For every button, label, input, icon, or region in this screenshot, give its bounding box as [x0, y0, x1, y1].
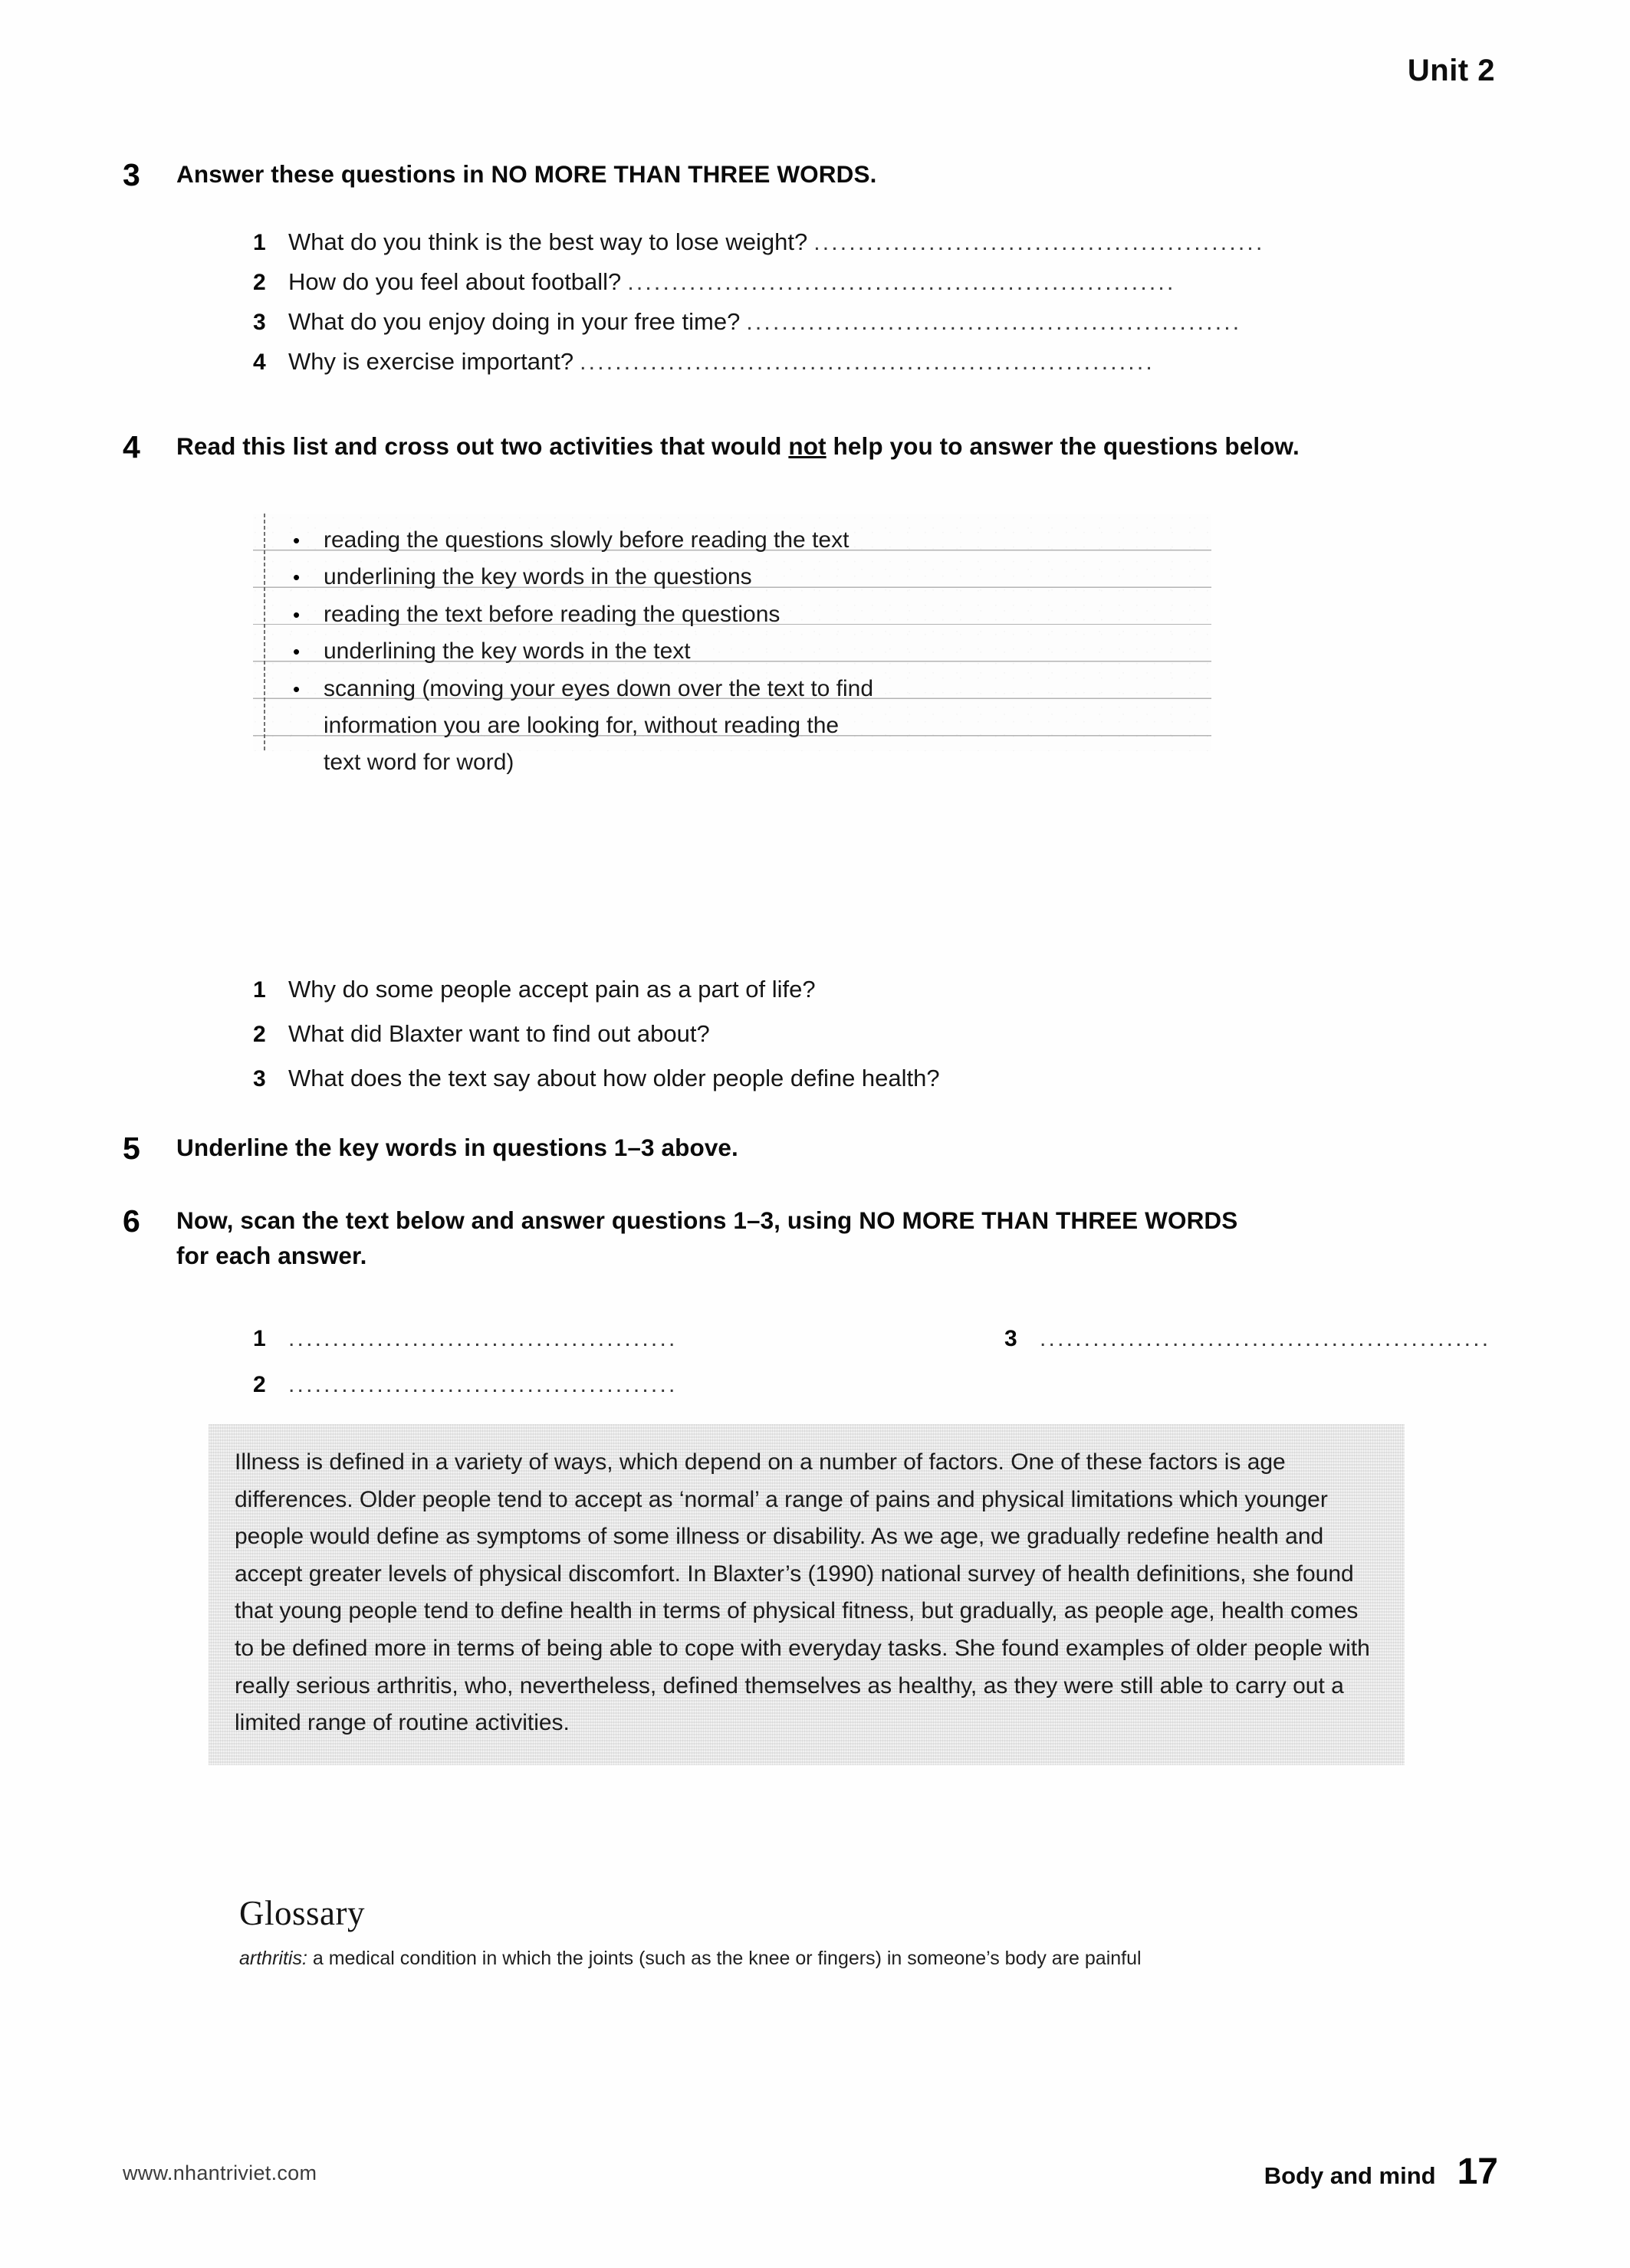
- answer-blank[interactable]: ............................................: [288, 1326, 678, 1351]
- exercise-3-heading: Answer these questions in NO MORE THAN THREE WORDS.: [176, 160, 877, 188]
- list-item-label: reading the text before reading the questions: [324, 601, 780, 627]
- question-row: [253, 977, 1418, 1002]
- exercise-3: [123, 157, 1503, 193]
- exercise-4-heading: [176, 429, 1300, 464]
- question-row: [253, 1022, 1418, 1046]
- exercise-4-heading-emphasis: not: [788, 432, 827, 460]
- list-item[interactable]: [253, 638, 1211, 675]
- question-row: [253, 270, 1418, 294]
- list-item-continuation: [253, 713, 1211, 750]
- exercise-3-number: 3: [123, 157, 140, 192]
- exercise-4: [123, 429, 1526, 465]
- answer-number: 3: [1004, 1326, 1017, 1351]
- list-item[interactable]: [253, 676, 1211, 713]
- lined-activity-items: [253, 514, 1211, 776]
- footer-website[interactable]: www.nhantriviet.com: [123, 2161, 317, 2184]
- question-row: [253, 1066, 1418, 1091]
- question-number: 4: [253, 350, 266, 375]
- footer-right-group: [1264, 2151, 1498, 2193]
- question-text: What did Blaxter want to find out about?: [288, 1020, 710, 1047]
- bullet-icon: •: [293, 602, 301, 626]
- list-item-label: underlining the key words in the questions: [324, 564, 752, 590]
- reading-passage: [209, 1424, 1405, 1765]
- answer-number: 2: [253, 1372, 266, 1397]
- list-item[interactable]: [253, 527, 1211, 564]
- answer-blank[interactable]: ............................................: [288, 1372, 678, 1397]
- list-item-label: text word for word): [324, 750, 514, 776]
- answer-row: [253, 1372, 1449, 1398]
- exercise-6-heading: [176, 1203, 1237, 1273]
- question-row: [253, 230, 1418, 254]
- list-item-continuation: [253, 750, 1211, 786]
- exercise-5: [123, 1131, 1503, 1167]
- question-text: How do you feel about football?: [288, 268, 622, 295]
- glossary-title: Glossary: [239, 1894, 365, 1932]
- question-number: 2: [253, 1022, 266, 1047]
- answer-blank[interactable]: ..............................................................: [627, 271, 1176, 294]
- answer-blank[interactable]: .................................................................: [580, 351, 1155, 374]
- exercise-6-heading-line2: for each answer.: [176, 1241, 367, 1269]
- question-text: Why is exercise important?: [288, 348, 574, 375]
- exercise-5-heading: Underline the key words in questions 1–3 above.: [176, 1134, 738, 1161]
- exercise-6: [123, 1203, 1533, 1273]
- exercise-6-number: 6: [123, 1203, 140, 1239]
- question-text: What do you enjoy doing in your free time?: [288, 308, 741, 335]
- answer-blank[interactable]: ...................................................: [1040, 1326, 1491, 1351]
- list-item[interactable]: [253, 564, 1211, 601]
- exercise-4-heading-part2: help you to answer the questions below.: [826, 432, 1300, 460]
- answer-blank[interactable]: ........................................................: [746, 311, 1242, 334]
- page-header-unit: Unit 2: [1407, 54, 1495, 87]
- list-item[interactable]: [253, 602, 1211, 638]
- exercise-6-heading-line1: Now, scan the text below and answer questions 1–3, using NO MORE THAN THREE WORDS: [176, 1206, 1238, 1234]
- question-number: 3: [253, 310, 266, 335]
- glossary-definition: a medical condition in which the joints (such as the knee or fingers) in someone’s body are painful: [307, 1948, 1142, 1969]
- answer-cell[interactable]: [1004, 1326, 1533, 1352]
- glossary-entry: [239, 1945, 1435, 1972]
- exercise-3-question-list: [253, 230, 1418, 389]
- question-number: 3: [253, 1066, 266, 1091]
- question-row: [253, 310, 1418, 334]
- footer-chapter-title: Body and mind: [1264, 2162, 1436, 2189]
- question-number: 1: [253, 977, 266, 1003]
- footer-page-number: 17: [1457, 2151, 1498, 2192]
- question-number: 1: [253, 230, 266, 255]
- bullet-icon: •: [293, 529, 301, 552]
- reading-passage-text: Illness is defined in a variety of ways, which depend on a number of factors. One of these factors is age differences. Older people tend to accept as ‘normal’ a range of pains and physical limitations which younger people would define as symptoms of some illness or disability. As we age, we gradually redefine health and accept greater levels of physical discomfort. In Blaxter’s (1990) national survey of health definitions, she found that young people tend to define health in terms of physical fitness, but gradually, as people age, health comes to be defined more in terms of being able to cope with everyday tasks. She found examples of older people with really serious arthritis, who, nevertheless, defined themselves as healthy, as they were still able to carry out a limited range of routine activities.: [235, 1449, 1370, 1736]
- list-item-label: scanning (moving your eyes down over the text to find: [324, 675, 874, 701]
- answer-row: [253, 1326, 1491, 1352]
- bullet-icon: •: [293, 677, 301, 701]
- question-number: 2: [253, 270, 266, 295]
- exercise-4-heading-part1: Read this list and cross out two activities that would: [176, 432, 789, 460]
- glossary-section: [239, 1893, 1435, 1972]
- list-item-label: underlining the key words in the text: [324, 638, 691, 665]
- list-item-label: information you are looking for, without reading the: [324, 712, 840, 738]
- question-text: Why do some people accept pain as a part of life?: [288, 976, 816, 1003]
- bullet-icon: •: [293, 566, 301, 589]
- answer-cell[interactable]: [253, 1326, 782, 1352]
- question-row: [253, 350, 1418, 374]
- answer-cell[interactable]: [253, 1372, 782, 1398]
- exercise-5-number: 5: [123, 1131, 140, 1166]
- answer-blank[interactable]: ...................................................: [813, 231, 1265, 254]
- exercise-4-question-list: [253, 977, 1418, 1111]
- question-text: What does the text say about how older people define health?: [288, 1065, 940, 1091]
- exercise-6-answer-grid: [253, 1326, 1491, 1418]
- question-text: What do you think is the best way to lose weight?: [288, 228, 808, 255]
- list-item-label: reading the questions slowly before reading the text: [324, 527, 850, 553]
- bullet-icon: •: [293, 640, 301, 664]
- exercise-4-number: 4: [123, 429, 140, 464]
- glossary-term: arthritis:: [239, 1948, 307, 1969]
- lined-activity-list: [253, 514, 1211, 776]
- answer-number: 1: [253, 1326, 266, 1351]
